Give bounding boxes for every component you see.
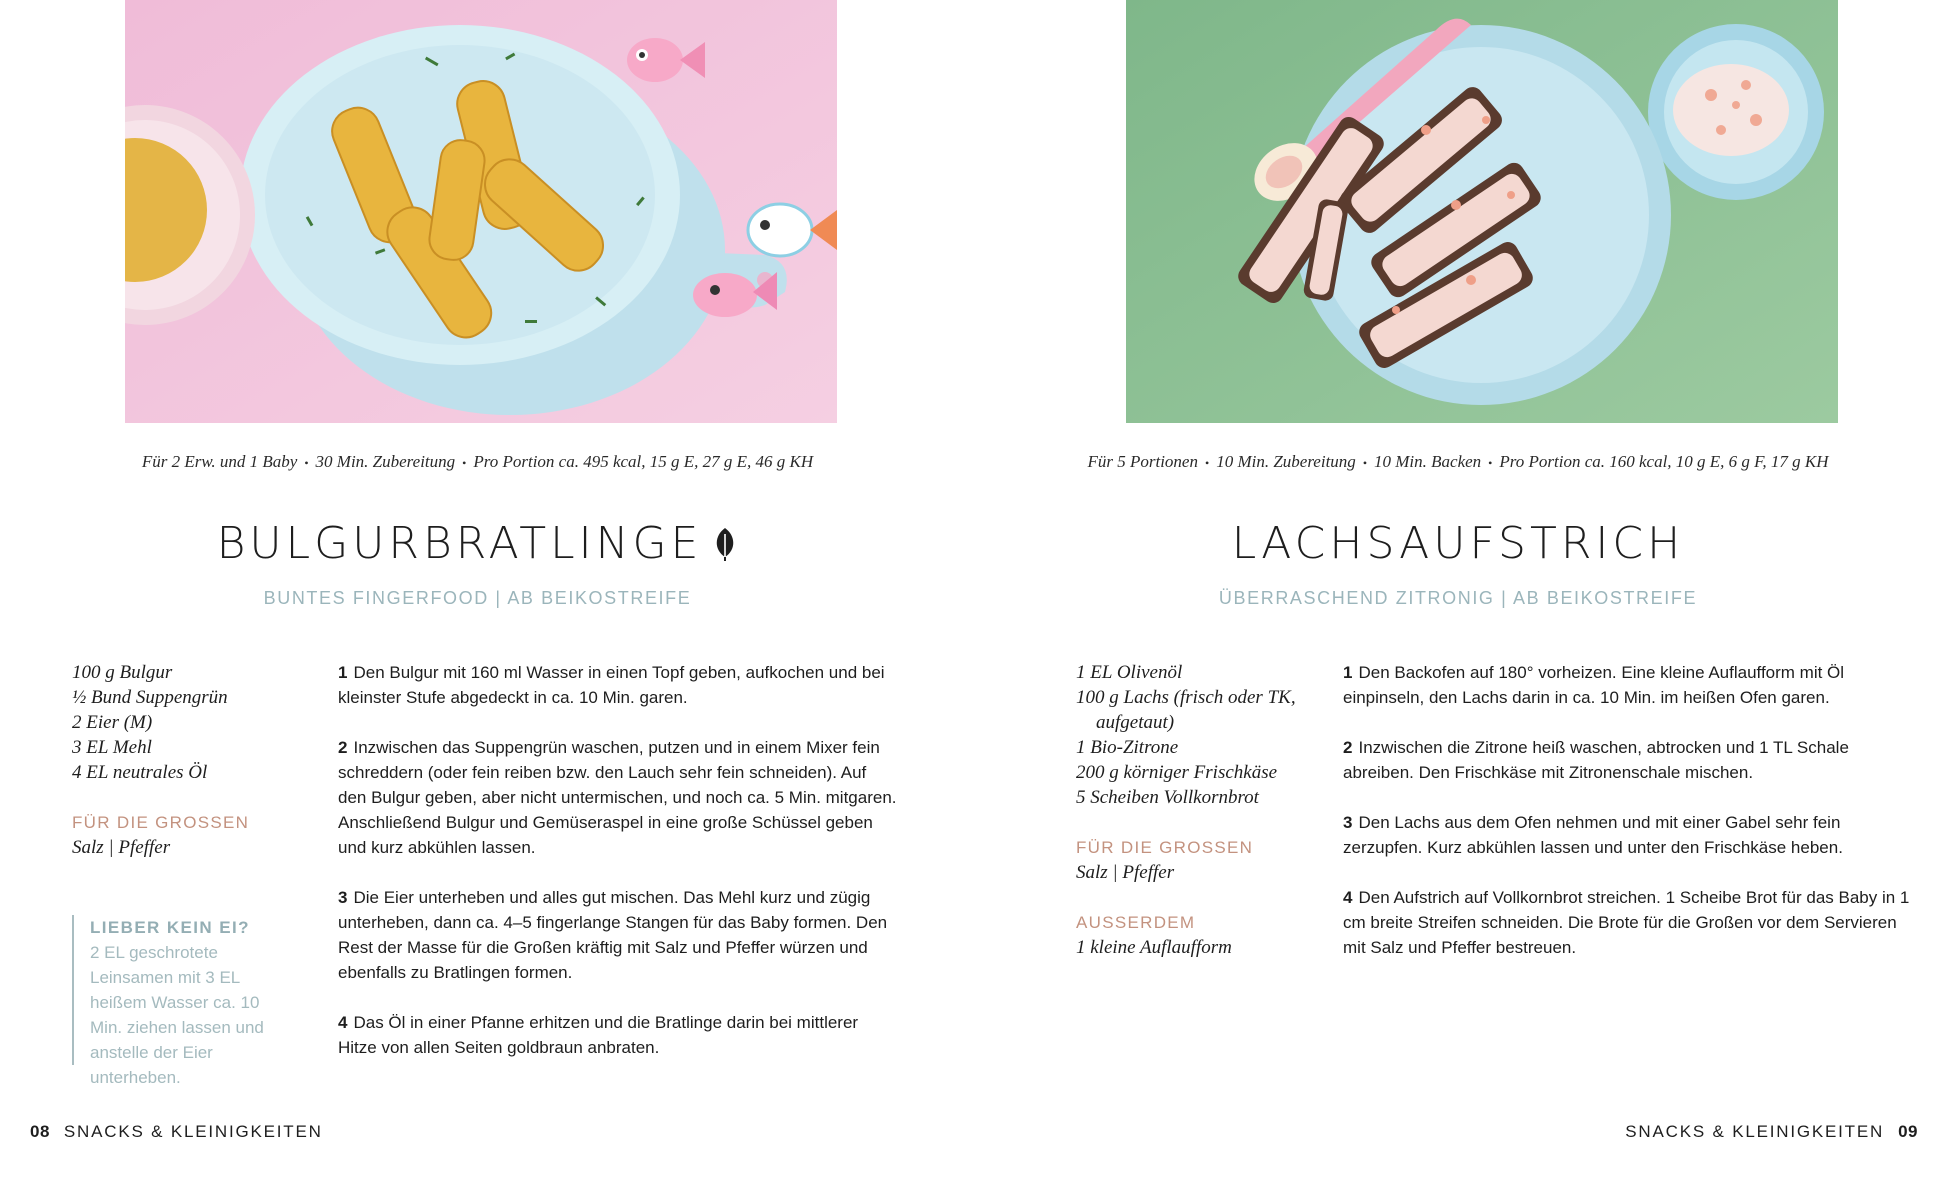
tip-box: [72, 915, 302, 1087]
prep-time: 30 Min. Zubereitung: [315, 452, 456, 471]
recipe-title-text: LACHSAUFSTRICH: [1231, 518, 1685, 569]
ingredient: 100 g Lachs (frisch oder TK, aufgetaut): [1076, 687, 1296, 733]
for-grownups-heading: FÜR DIE GROSSEN: [1076, 838, 1254, 857]
step-text: Die Eier unterheben und alles gut mischen. Das Mehl kurz und zügig unterheben, dann ca. 4–5 fingerlange Stangen für das Baby formen. Den Rest der Masse für die Großen kräftig mit Salz und Pfeffer würzen und ebenfalls zu Bratlingen formen.: [338, 888, 888, 982]
right-page: [974, 0, 1948, 1181]
separator: •: [304, 456, 309, 470]
recipe-subtitle: ÜBERRASCHEND ZITRONIG | AB BEIKOSTREIFE: [1218, 588, 1698, 608]
ingredient-list: [72, 660, 302, 860]
prep-time: 10 Min. Zubereitung: [1216, 452, 1356, 471]
recipe-title: [5, 518, 950, 569]
ingredient: 5 Scheiben Vollkornbrot: [1076, 787, 1259, 808]
nutrition: Pro Portion ca. 495 kcal, 15 g E, 27 g E, 46 g KH: [473, 452, 814, 471]
ingredient-list: [1076, 660, 1316, 960]
step-number: 4: [1343, 888, 1353, 907]
ingredient: 200 g körniger Frischkäse: [1076, 762, 1278, 783]
recipe-subtitle: BUNTES FINGERFOOD | AB BEIKOSTREIFE: [263, 588, 692, 608]
ingredient: 100 g Bulgur: [72, 662, 173, 683]
ingredient: 1 Bio-Zitrone: [1076, 737, 1179, 758]
ingredient: 3 EL Mehl: [72, 737, 152, 758]
recipe-meta: [984, 452, 1932, 472]
step: [1343, 885, 1918, 960]
step-text: Inzwischen die Zitrone heiß waschen, abtrocken und 1 TL Schale abreiben. Den Frischkäse mit Zitronenschale mischen.: [1343, 738, 1849, 782]
recipe-title-text: BULGURBRATLINGE: [216, 518, 703, 569]
separator: •: [1204, 456, 1210, 470]
leaf-icon: [712, 526, 738, 562]
recipe-meta: [5, 452, 950, 472]
step-number: 4: [338, 1013, 348, 1032]
step-number: 3: [1343, 813, 1353, 832]
for-grownups-ingredients: Salz | Pfeffer: [1076, 862, 1175, 883]
page-number: 09: [1898, 1122, 1918, 1141]
separator: •: [462, 456, 467, 470]
tip-title: LIEBER KEIN EI?: [90, 918, 250, 937]
step-text: Den Backofen auf 180° vorheizen. Eine kleine Auflaufform mit Öl einpinseln, den Lachs darin in ca. 10 Min. im heißen Ofen garen.: [1343, 663, 1845, 707]
salmon-spread-photo: [1126, 0, 1838, 423]
ingredient: 1 EL Olivenöl: [1076, 662, 1183, 683]
bulgur-fritters-illustration: [125, 0, 837, 423]
step-list: [1343, 660, 1918, 985]
step-text: Das Öl in einer Pfanne erhitzen und die Bratlinge darin bei mittlerer Hitze von allen Seiten goldbraun anbraten.: [338, 1013, 859, 1057]
bulgur-fritters-photo: [125, 0, 837, 423]
tip-text: 2 EL geschrotete Leinsamen mit 3 EL heißem Wasser ca. 10 Min. ziehen lassen und anstelle der Eier unterheben.: [90, 943, 264, 1087]
step: [338, 1010, 898, 1060]
step-text: Inzwischen das Suppengrün waschen, putzen und in einem Mixer fein schreddern (oder fein reiben bzw. den Lauch sehr fein schneiden). Auf den Bulgur geben, aber nicht untermischen, und noch ca. 5 Min. mitgaren. Anschließend Bulgur und Gemüseraspel in eine große Schüssel geben und kurz abkühlen lassen.: [338, 738, 897, 857]
separator: •: [1362, 456, 1368, 470]
step: [338, 885, 898, 985]
step: [1343, 810, 1918, 860]
step: [1343, 660, 1918, 710]
ingredient: 2 Eier (M): [72, 712, 153, 733]
ingredient: ½ Bund Suppengrün: [72, 687, 228, 708]
extra-heading: AUSSERDEM: [1076, 913, 1196, 932]
section-name: SNACKS & KLEINIGKEITEN: [63, 1122, 323, 1141]
ingredient: 4 EL neutrales Öl: [72, 762, 208, 783]
for-grownups-heading: FÜR DIE GROSSEN: [72, 813, 250, 832]
page-footer: [1625, 1122, 1918, 1142]
step: [338, 735, 898, 860]
servings: Für 5 Portionen: [1087, 452, 1198, 471]
nutrition: Pro Portion ca. 160 kcal, 10 g E, 6 g F, 17 g KH: [1499, 452, 1829, 471]
step-text: Den Bulgur mit 160 ml Wasser in einen Topf geben, aufkochen und bei kleinster Stufe abgedeckt in ca. 10 Min. garen.: [338, 663, 885, 707]
step-number: 2: [338, 738, 348, 757]
step: [1343, 735, 1918, 785]
step-number: 3: [338, 888, 348, 907]
step-number: 1: [338, 663, 348, 682]
bake-time: 10 Min. Backen: [1374, 452, 1482, 471]
separator: •: [1488, 456, 1493, 470]
recipe-title: [984, 518, 1932, 569]
step-number: 2: [1343, 738, 1353, 757]
extra-equipment: 1 kleine Auflaufform: [1076, 937, 1232, 958]
servings: Für 2 Erw. und 1 Baby: [141, 452, 298, 471]
step: [338, 660, 898, 710]
step-number: 1: [1343, 663, 1353, 682]
step-text: Den Lachs aus dem Ofen nehmen und mit einer Gabel sehr fein zerzupfen. Kurz abkühlen lassen und unter den Frischkäse heben.: [1343, 813, 1843, 857]
for-grownups-ingredients: Salz | Pfeffer: [72, 837, 171, 858]
page-footer: [30, 1122, 323, 1142]
section-name: SNACKS & KLEINIGKEITEN: [1625, 1122, 1885, 1141]
salmon-spread-illustration: [1126, 0, 1838, 423]
page-number: 08: [30, 1122, 50, 1141]
step-text: Den Aufstrich auf Vollkornbrot streichen. 1 Scheibe Brot für das Baby in 1 cm breite Streifen schneiden. Die Brote für die Großen vor dem Servieren mit Salz und Pfeffer bestreuen.: [1343, 888, 1910, 957]
step-list: [338, 660, 898, 1085]
